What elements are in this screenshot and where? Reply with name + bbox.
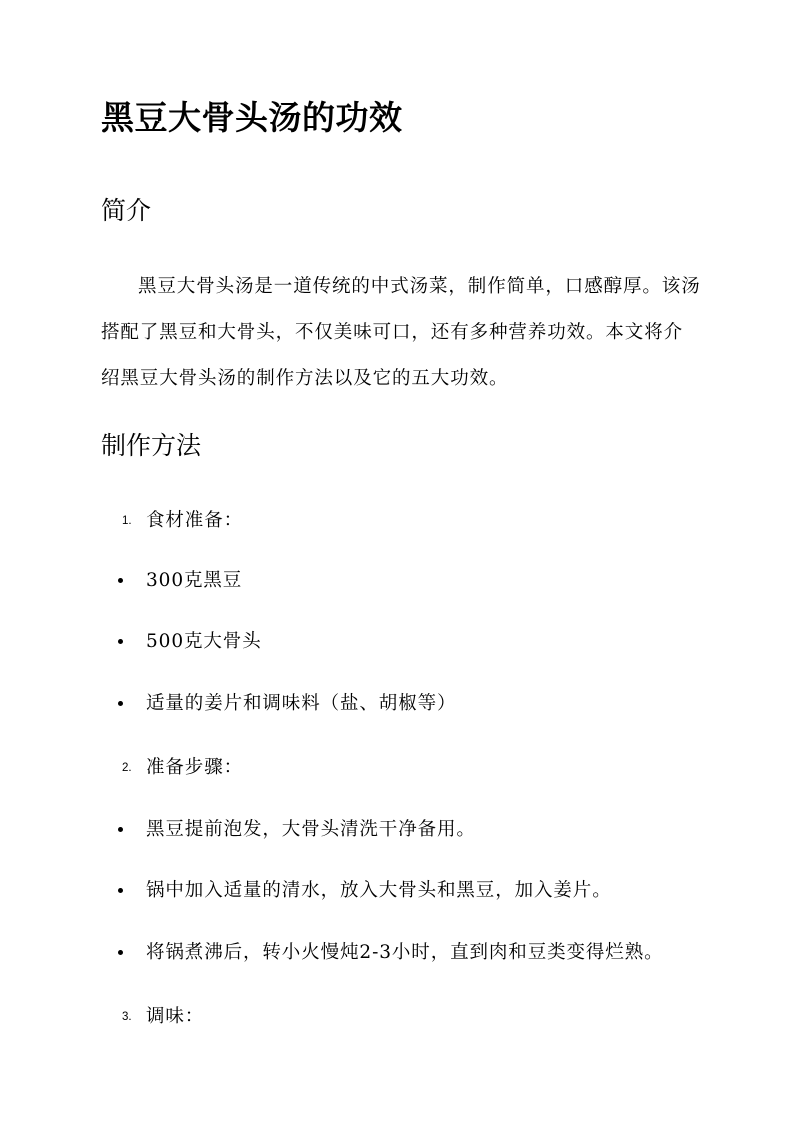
step-label: 食材准备：: [146, 510, 244, 531]
bullet-icon: [118, 701, 123, 706]
step-label: 准备步骤：: [146, 757, 244, 778]
list-item-text: 适量的姜片和调味料（盐、胡椒等）: [146, 693, 457, 714]
step-number: 2.: [122, 762, 132, 774]
step-number: 1.: [122, 515, 132, 527]
numbered-step: [0, 753, 800, 783]
bullet-icon: [118, 950, 123, 955]
list-item: [0, 938, 800, 968]
bullet-icon: [118, 639, 123, 644]
list-item-text: 300克黑豆: [146, 570, 243, 591]
list-item: [0, 815, 800, 845]
section-heading-intro: 简介: [101, 196, 152, 225]
bullet-icon: [118, 578, 123, 583]
list-item: [0, 627, 800, 657]
bullet-icon: [118, 827, 123, 832]
list-item-text: 锅中加入适量的清水，放入大骨头和黑豆，加入姜片。: [146, 880, 612, 901]
intro-paragraph: 黑豆大骨头汤是一道传统的中式汤菜，制作简单，口感醇厚。该汤搭配了黑豆和大骨头，不仅美味可口，还有多种营养功效。本文将介绍黑豆大骨头汤的制作方法以及它的五大功效。: [101, 276, 701, 389]
numbered-step: [0, 1002, 800, 1032]
step-number: 3.: [122, 1011, 132, 1023]
section-heading-method: 制作方法: [101, 431, 202, 460]
list-item-text: 将锅煮沸后，转小火慢炖2-3小时，直到肉和豆类变得烂熟。: [146, 942, 664, 963]
list-item: [0, 566, 800, 596]
list-item: [0, 876, 800, 906]
numbered-step: [0, 506, 800, 536]
bullet-icon: [118, 888, 123, 893]
list-item: [0, 689, 800, 719]
list-item-text: 500克大骨头: [146, 631, 262, 652]
page-title: 黑豆大骨头汤的功效: [101, 98, 403, 137]
list-item-text: 黑豆提前泡发，大骨头清洗干净备用。: [146, 819, 476, 840]
step-label: 调味：: [146, 1006, 205, 1027]
